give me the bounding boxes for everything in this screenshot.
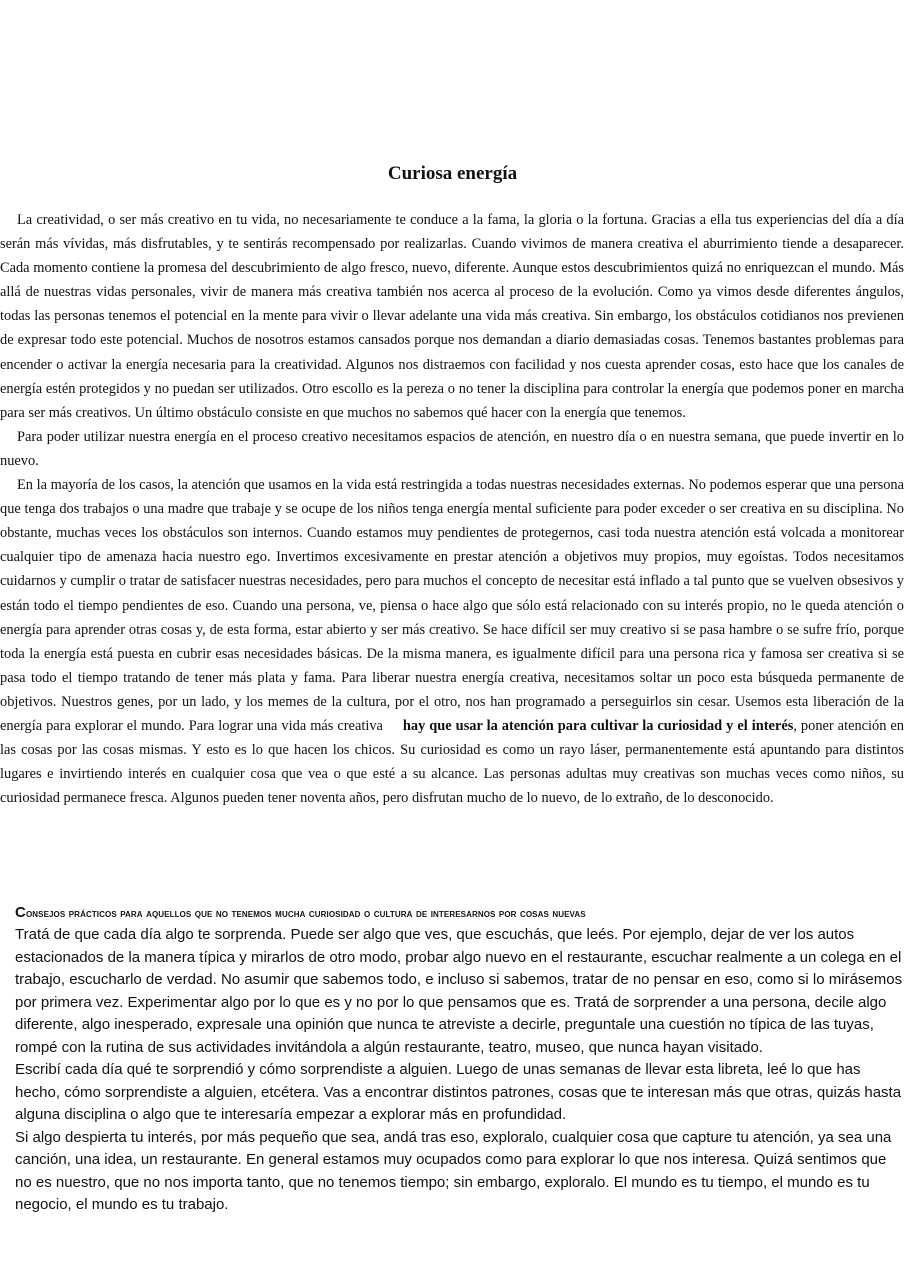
tips-section — [15, 902, 903, 1217]
essay-paragraph-3-end: , poner atención en las cosas por las cosas mismas. Y esto es lo que hacen los chicos. Su curiosidad es como un rayo láser, permanentemente está apuntando para distintos lugares e invirtiendo interés en cualquier cosa que vea o que esté a su alcance. Las personas adultas muy creativas son muchas veces como niños, su curiosidad permanece fresca. Algunos pueden tener noventa años, pero disfrutan mucho de lo nuevo, de lo extraño, de lo desconocido. — [0, 717, 905, 807]
tips-heading-text: onsejos prácticos para aquellos que no tenemos mucha curiosidad o cultura de interesarnos por cosas nuevas — [25, 906, 586, 920]
essay-paragraph-3-start: En la mayoría de los casos, la atención que usamos en la vida está restringida a todas nuestras necesidades externas. No podemos esperar que una persona que tenga dos trabajos o una madre que trabaje y se ocupe de los niños tenga energía mental suficiente para poder exceder o ser creativa en su disciplina. No obstante, muchas veces los obstáculos son internos. Cuando estamos muy pendientes de protegernos, casi toda nuestra atención está volcada a monitorear cualquier tipo de amenaza hacia nuestro ego. Invertimos excesivamente en prestar atención a objetivos muy propios, muy egoístas. Todos necesitamos cuidarnos y cumplir o tratar de satisfacer nuestras necesidades, pero para muchos el concepto de necesitar está inflado a tal punto que se vuelven obsesivos y están todo el tiempo pendientes de eso. Cuando una persona, ve, piensa o hace algo que sólo está relacionado con su interés propio, no le queda atención o energía para aprender otras cosas y, de esta forma, estar abierto y ser más creativo. Se hace difícil ser muy creativo si se pasa hambre o se sufre frío, porque toda la energía está puesta en cubrir esas necesidades básicas. De la misma manera, es igualmente difícil para una persona rica y famosa ser creativa si se pasa todo el tiempo tratando de tener más plata y fama. Para liberar nuestra energía creativa, necesitamos soltar un poco esta búsqueda permanente de objetivos. Nuestros genes, por un lado, y los memes de la cultura, por el otro, nos han programado a perseguirlos sin cesar. Usemos esta liberación de la energía para explorar el mundo. Para lograr una vida más creativa — [0, 477, 904, 734]
tips-heading-initial: C — [15, 904, 26, 921]
tip-item-3: Si algo despierta tu interés, por más pequeño que sea, andá tras eso, exploralo, cualquier cosa que capture tu atención, ya sea una canción, una idea, un restaurante. En general estamos muy ocupados como para explorar lo que nos interesa. Quizá sentimos que no es nuestro, que no nos importa tanto, que no tenemos tiempo; sin embargo, exploralo. El mundo es tu tiempo, el mundo es tu negocio, el mundo es tu trabajo. — [15, 1128, 892, 1213]
essay-paragraph-3 — [0, 473, 904, 810]
essay-paragraph-1: La creatividad, o ser más creativo en tu vida, no necesariamente te conduce a la fama, la gloria o la fortuna. Gracias a ella tus experiencias del día a día serán más vívidas, más disfrutables, y te sentirás recompensado por realizarlas. Cuando vivimos de manera creativa el aburrimiento tiende a desaparecer. Cada momento contiene la promesa del descubrimiento de algo fresco, nuevo, diferente. Aunque estos descubrimientos quizá no enriquezcan el mundo. Más allá de nuestras vidas personales, vivir de manera más creativa también nos acerca al proceso de la evolución. Como ya vimos desde diferentes ángulos, todas las personas tenemos el potencial en la mente para vivir o llevar adelante una vida más creativa. Sin embargo, los obstáculos cotidianos nos previenen de expresar todo este potencial. Muchos de nosotros estamos cansados porque nos demandan a diario demasiadas cosas. Tenemos bastantes problemas para encender o activar la energía necesaria para la creatividad. Algunos nos distraemos con facilidad y nos cuesta aprender cosas, esto hace que los canales de energía estén protegidos y no puedan ser utilizados. Otro escollo es la pereza o no tener la disciplina para controlar la energía que podemos poner en marcha para ser más creativos. Un último obstáculo consiste en que muchos no sabemos qué hacer con la energía que tenemos. — [0, 212, 904, 421]
essay-highlight: hay que usar la atención para cultivar la curiosidad y el interés — [402, 717, 794, 734]
essay-body — [0, 208, 904, 810]
page-title: Curiosa energía — [387, 163, 518, 184]
tip-item-2: Escribí cada día qué te sorprendió y cómo sorprendiste a alguien. Luego de unas semanas de llevar esta libreta, leé lo que has hecho, cómo sorprendiste a alguien, etcétera. Vas a encontrar distintos patrones, cosas que te interesan más que otras, quizás hasta alguna disciplina o algo que te interesaría empezar a explorar más en profundidad. — [15, 1061, 902, 1123]
tips-heading — [15, 902, 903, 924]
tip-item-1: Tratá de que cada día algo te sorprenda. Puede ser algo que ves, que escuchás, que leés. Por ejemplo, dejar de ver los autos estacionados de la manera típica y mirarlos de otro modo, probar algo nuevo en el restaurante, escuchar realmente a un colega en el trabajo, escucharlo de verdad. No asumir que sabemos todo, e incluso si sabemos, tratar de no pensar en eso, como si lo mirásemos por primera vez. Experimentar algo por lo que es y no por lo que pensamos que es. Tratá de sorprender a una persona, decile algo diferente, algo inesperado, expresale una opinión que nunca te atreviste a decirle, preguntale una cuestión no típica de las tuyas, rompé con la rutina de sus actividades invitándola a algún restaurante, teatro, museo, que nunca hayan visitado. — [15, 926, 903, 1056]
essay-paragraph-2: Para poder utilizar nuestra energía en el proceso creativo necesitamos espacios de atención, en nuestro día o en nuestra semana, que puede invertir en lo nuevo. — [0, 428, 904, 469]
